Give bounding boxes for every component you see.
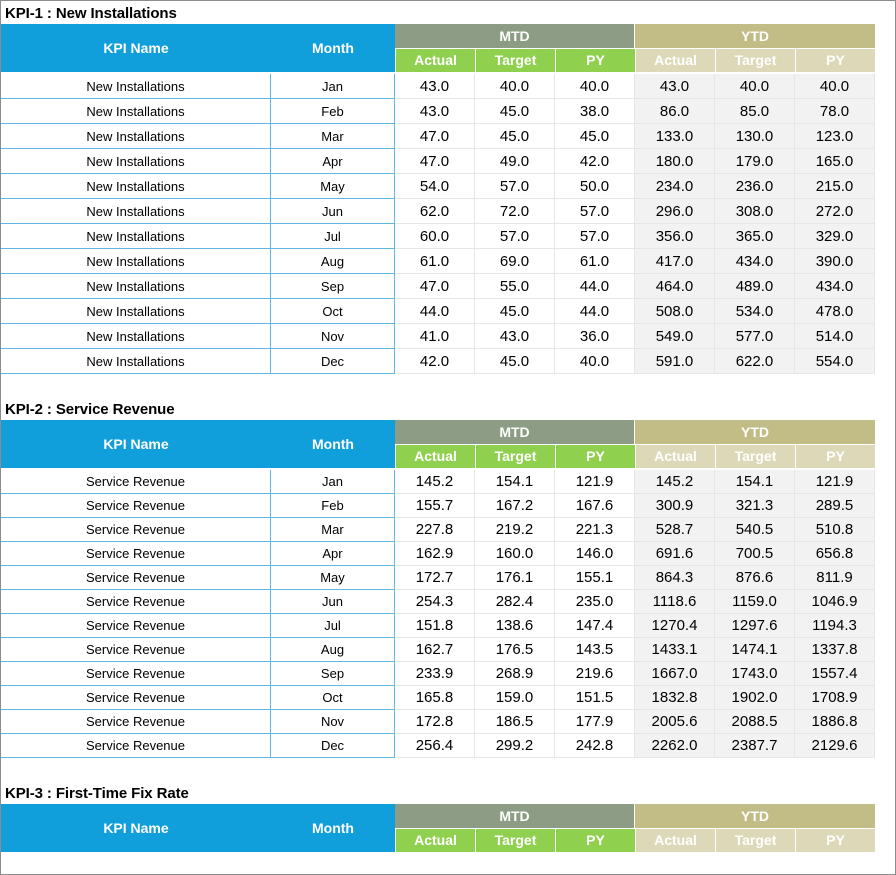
mtd-actual-cell: 61.0 [395,249,475,274]
table-row [1,299,875,324]
kpi-name-cell: Service Revenue [1,494,271,518]
mtd-actual-cell: 162.7 [395,638,475,662]
ytd-py-cell: 1557.4 [795,662,875,686]
ytd-actual-cell: 180.0 [635,149,715,174]
mtd-py-header: PY [556,829,635,852]
ytd-py-cell: 554.0 [795,349,875,374]
table-row [1,274,875,299]
kpi-title: KPI-2 : Service Revenue [5,401,175,418]
ytd-actual-cell: 691.6 [635,542,715,566]
mtd-target-cell: 40.0 [475,74,555,99]
kpi-section [1,2,875,374]
ytd-target-cell: 321.3 [715,494,795,518]
month-cell: Oct [271,686,395,710]
table-header [1,24,875,74]
kpi-name-cell: New Installations [1,324,271,349]
mtd-py-cell: 44.0 [555,274,635,299]
ytd-py-cell: 329.0 [795,224,875,249]
ytd-actual-cell: 43.0 [635,74,715,99]
month-cell: Jul [271,224,395,249]
mtd-actual-cell: 47.0 [395,274,475,299]
mtd-target-cell: 69.0 [475,249,555,274]
mtd-py-cell: 44.0 [555,299,635,324]
mtd-py-cell: 242.8 [555,734,635,758]
ytd-target-cell: 154.1 [715,470,795,494]
month-cell: Aug [271,638,395,662]
table-row [1,566,875,590]
ytd-target-header: Target [716,49,795,72]
ytd-target-header: Target [716,445,795,468]
header-left-block [1,24,395,72]
ytd-target-cell: 1743.0 [715,662,795,686]
kpi-name-cell: Service Revenue [1,542,271,566]
month-cell: Feb [271,99,395,124]
ytd-target-cell: 85.0 [715,99,795,124]
ytd-actual-cell: 417.0 [635,249,715,274]
ytd-py-cell: 811.9 [795,566,875,590]
mtd-py-cell: 143.5 [555,638,635,662]
mtd-py-cell: 221.3 [555,518,635,542]
mtd-target-cell: 176.1 [475,566,555,590]
mtd-target-cell: 282.4 [475,590,555,614]
mtd-py-cell: 61.0 [555,249,635,274]
ytd-header: YTD [635,420,875,444]
mtd-target-cell: 45.0 [475,124,555,149]
mtd-py-cell: 57.0 [555,224,635,249]
kpi-name-cell: Service Revenue [1,734,271,758]
ytd-actual-cell: 356.0 [635,224,715,249]
table-row [1,99,875,124]
mtd-actual-cell: 62.0 [395,199,475,224]
mtd-py-cell: 57.0 [555,199,635,224]
kpi-name-cell: Service Revenue [1,566,271,590]
month-cell: Jan [271,470,395,494]
kpi-name-cell: Service Revenue [1,638,271,662]
mtd-actual-cell: 43.0 [395,74,475,99]
ytd-py-cell: 78.0 [795,99,875,124]
ytd-target-cell: 236.0 [715,174,795,199]
mtd-target-cell: 268.9 [475,662,555,686]
ytd-target-cell: 1297.6 [715,614,795,638]
month-cell: Sep [271,662,395,686]
mtd-target-cell: 45.0 [475,299,555,324]
kpi-section [1,782,875,854]
ytd-actual-cell: 591.0 [635,349,715,374]
month-header: Month [312,436,354,452]
mtd-actual-cell: 227.8 [395,518,475,542]
table-row [1,590,875,614]
ytd-py-cell: 272.0 [795,199,875,224]
kpi-name-header: KPI Name [103,820,169,836]
kpi-name-header: KPI Name [103,436,169,452]
ytd-actual-cell: 145.2 [635,470,715,494]
kpi-title: KPI-1 : New Installations [5,5,177,22]
mtd-target-cell: 176.5 [475,638,555,662]
mtd-py-cell: 219.6 [555,662,635,686]
ytd-py-cell: 514.0 [795,324,875,349]
month-cell: Oct [271,299,395,324]
mtd-target-cell: 138.6 [475,614,555,638]
ytd-py-header: PY [796,49,875,72]
ytd-py-cell: 215.0 [795,174,875,199]
ytd-actual-cell: 1667.0 [635,662,715,686]
mtd-py-cell: 38.0 [555,99,635,124]
ytd-actual-cell: 2262.0 [635,734,715,758]
mtd-py-cell: 40.0 [555,74,635,99]
ytd-py-cell: 434.0 [795,274,875,299]
table-row [1,249,875,274]
month-cell: Feb [271,494,395,518]
mtd-target-cell: 72.0 [475,199,555,224]
table-row [1,224,875,249]
mtd-target-cell: 160.0 [475,542,555,566]
kpi-name-cell: New Installations [1,249,271,274]
mtd-target-cell: 57.0 [475,174,555,199]
kpi-name-header: KPI Name [103,40,169,56]
kpi-name-cell: Service Revenue [1,518,271,542]
mtd-header: MTD [395,804,634,828]
ytd-py-cell: 123.0 [795,124,875,149]
mtd-actual-cell: 47.0 [395,149,475,174]
ytd-py-cell: 1046.9 [795,590,875,614]
mtd-py-cell: 45.0 [555,124,635,149]
month-header: Month [312,40,354,56]
kpi-name-cell: Service Revenue [1,710,271,734]
kpi-name-cell: New Installations [1,99,271,124]
kpi-name-cell: New Installations [1,149,271,174]
ytd-py-cell: 1337.8 [795,638,875,662]
ytd-py-cell: 289.5 [795,494,875,518]
kpi-name-cell: New Installations [1,224,271,249]
month-cell: May [271,566,395,590]
ytd-py-cell: 510.8 [795,518,875,542]
month-cell: Jun [271,199,395,224]
mtd-py-cell: 177.9 [555,710,635,734]
mtd-header: MTD [395,420,634,444]
month-cell: Nov [271,324,395,349]
mtd-py-cell: 146.0 [555,542,635,566]
ytd-target-cell: 1159.0 [715,590,795,614]
mtd-target-cell: 299.2 [475,734,555,758]
mtd-actual-cell: 41.0 [395,324,475,349]
ytd-py-cell: 121.9 [795,470,875,494]
mtd-actual-header: Actual [396,829,475,852]
table-row [1,199,875,224]
ytd-target-cell: 434.0 [715,249,795,274]
kpi-name-cell: New Installations [1,174,271,199]
month-cell: Dec [271,349,395,374]
mtd-target-cell: 219.2 [475,518,555,542]
mtd-actual-header: Actual [396,445,475,468]
ytd-py-cell: 478.0 [795,299,875,324]
kpi-name-cell: New Installations [1,274,271,299]
ytd-target-cell: 700.5 [715,542,795,566]
table-header [1,804,875,854]
kpi-name-cell: Service Revenue [1,590,271,614]
ytd-target-cell: 130.0 [715,124,795,149]
table-body [1,74,875,374]
month-cell: Sep [271,274,395,299]
mtd-target-header: Target [476,445,555,468]
ytd-actual-header: Actual [636,829,715,852]
mtd-actual-cell: 145.2 [395,470,475,494]
mtd-actual-cell: 44.0 [395,299,475,324]
table-row [1,470,875,494]
mtd-target-cell: 45.0 [475,349,555,374]
kpi-name-cell: Service Revenue [1,686,271,710]
month-cell: May [271,174,395,199]
ytd-py-header: PY [796,445,875,468]
kpi-section [1,398,875,758]
ytd-target-cell: 365.0 [715,224,795,249]
mtd-actual-cell: 254.3 [395,590,475,614]
ytd-py-cell: 1886.8 [795,710,875,734]
table-header [1,420,875,470]
table-row [1,518,875,542]
header-left-block [1,420,395,468]
mtd-actual-header: Actual [396,49,475,72]
ytd-target-cell: 876.6 [715,566,795,590]
mtd-py-cell: 151.5 [555,686,635,710]
month-cell: Jul [271,614,395,638]
table-row [1,174,875,199]
ytd-target-cell: 1902.0 [715,686,795,710]
ytd-py-cell: 165.0 [795,149,875,174]
ytd-header: YTD [635,804,875,828]
ytd-py-cell: 1708.9 [795,686,875,710]
kpi-name-cell: New Installations [1,124,271,149]
mtd-py-cell: 42.0 [555,149,635,174]
month-cell: Apr [271,149,395,174]
mtd-actual-cell: 256.4 [395,734,475,758]
ytd-py-cell: 2129.6 [795,734,875,758]
ytd-actual-cell: 2005.6 [635,710,715,734]
ytd-target-cell: 622.0 [715,349,795,374]
table-row [1,74,875,99]
ytd-actual-cell: 1832.8 [635,686,715,710]
month-header: Month [312,820,354,836]
table-row [1,494,875,518]
ytd-py-cell: 1194.3 [795,614,875,638]
mtd-header: MTD [395,24,634,48]
ytd-target-cell: 179.0 [715,149,795,174]
mtd-target-cell: 45.0 [475,99,555,124]
table-row [1,149,875,174]
mtd-actual-cell: 172.8 [395,710,475,734]
ytd-actual-cell: 528.7 [635,518,715,542]
kpi-name-cell: New Installations [1,199,271,224]
table-row [1,710,875,734]
ytd-actual-cell: 1270.4 [635,614,715,638]
ytd-py-cell: 390.0 [795,249,875,274]
ytd-actual-cell: 508.0 [635,299,715,324]
ytd-actual-cell: 1433.1 [635,638,715,662]
mtd-actual-cell: 162.9 [395,542,475,566]
kpi-name-cell: New Installations [1,74,271,99]
mtd-target-cell: 159.0 [475,686,555,710]
ytd-target-cell: 308.0 [715,199,795,224]
mtd-py-cell: 121.9 [555,470,635,494]
month-cell: Apr [271,542,395,566]
mtd-py-cell: 147.4 [555,614,635,638]
table-row [1,614,875,638]
table-row [1,349,875,374]
ytd-actual-cell: 296.0 [635,199,715,224]
table-row [1,686,875,710]
month-cell: Dec [271,734,395,758]
ytd-target-header: Target [716,829,795,852]
table-row [1,542,875,566]
kpi-name-cell: New Installations [1,349,271,374]
ytd-target-cell: 489.0 [715,274,795,299]
ytd-actual-header: Actual [636,49,715,72]
mtd-actual-cell: 42.0 [395,349,475,374]
table-row [1,124,875,149]
mtd-target-header: Target [476,829,555,852]
table-row [1,734,875,758]
mtd-target-cell: 154.1 [475,470,555,494]
month-cell: Jan [271,74,395,99]
month-cell: Mar [271,124,395,149]
mtd-target-cell: 167.2 [475,494,555,518]
kpi-name-cell: Service Revenue [1,470,271,494]
ytd-actual-cell: 464.0 [635,274,715,299]
mtd-py-cell: 36.0 [555,324,635,349]
mtd-actual-cell: 47.0 [395,124,475,149]
mtd-actual-cell: 165.8 [395,686,475,710]
mtd-py-cell: 50.0 [555,174,635,199]
kpi-name-cell: New Installations [1,299,271,324]
ytd-target-cell: 40.0 [715,74,795,99]
ytd-target-cell: 2387.7 [715,734,795,758]
mtd-target-cell: 49.0 [475,149,555,174]
ytd-actual-cell: 86.0 [635,99,715,124]
ytd-actual-cell: 1118.6 [635,590,715,614]
ytd-actual-cell: 133.0 [635,124,715,149]
mtd-actual-cell: 60.0 [395,224,475,249]
mtd-target-cell: 186.5 [475,710,555,734]
header-left-block [1,804,395,852]
month-cell: Mar [271,518,395,542]
ytd-py-cell: 656.8 [795,542,875,566]
ytd-py-header: PY [796,829,875,852]
ytd-header: YTD [635,24,875,48]
ytd-actual-cell: 234.0 [635,174,715,199]
kpi-name-cell: Service Revenue [1,614,271,638]
mtd-py-header: PY [556,49,635,72]
ytd-target-cell: 577.0 [715,324,795,349]
month-cell: Jun [271,590,395,614]
ytd-actual-cell: 864.3 [635,566,715,590]
ytd-py-cell: 40.0 [795,74,875,99]
ytd-target-cell: 540.5 [715,518,795,542]
ytd-target-cell: 2088.5 [715,710,795,734]
mtd-py-cell: 40.0 [555,349,635,374]
mtd-py-cell: 167.6 [555,494,635,518]
mtd-actual-cell: 43.0 [395,99,475,124]
ytd-actual-cell: 549.0 [635,324,715,349]
mtd-target-cell: 43.0 [475,324,555,349]
mtd-target-cell: 57.0 [475,224,555,249]
mtd-py-header: PY [556,445,635,468]
ytd-actual-header: Actual [636,445,715,468]
mtd-actual-cell: 233.9 [395,662,475,686]
mtd-actual-cell: 54.0 [395,174,475,199]
mtd-actual-cell: 172.7 [395,566,475,590]
mtd-py-cell: 235.0 [555,590,635,614]
mtd-target-header: Target [476,49,555,72]
kpi-title: KPI-3 : First-Time Fix Rate [5,785,189,802]
mtd-py-cell: 155.1 [555,566,635,590]
mtd-actual-cell: 151.8 [395,614,475,638]
month-cell: Nov [271,710,395,734]
table-row [1,324,875,349]
month-cell: Aug [271,249,395,274]
table-row [1,662,875,686]
ytd-target-cell: 1474.1 [715,638,795,662]
mtd-actual-cell: 155.7 [395,494,475,518]
kpi-name-cell: Service Revenue [1,662,271,686]
ytd-actual-cell: 300.9 [635,494,715,518]
mtd-target-cell: 55.0 [475,274,555,299]
table-row [1,638,875,662]
ytd-target-cell: 534.0 [715,299,795,324]
table-body [1,470,875,758]
